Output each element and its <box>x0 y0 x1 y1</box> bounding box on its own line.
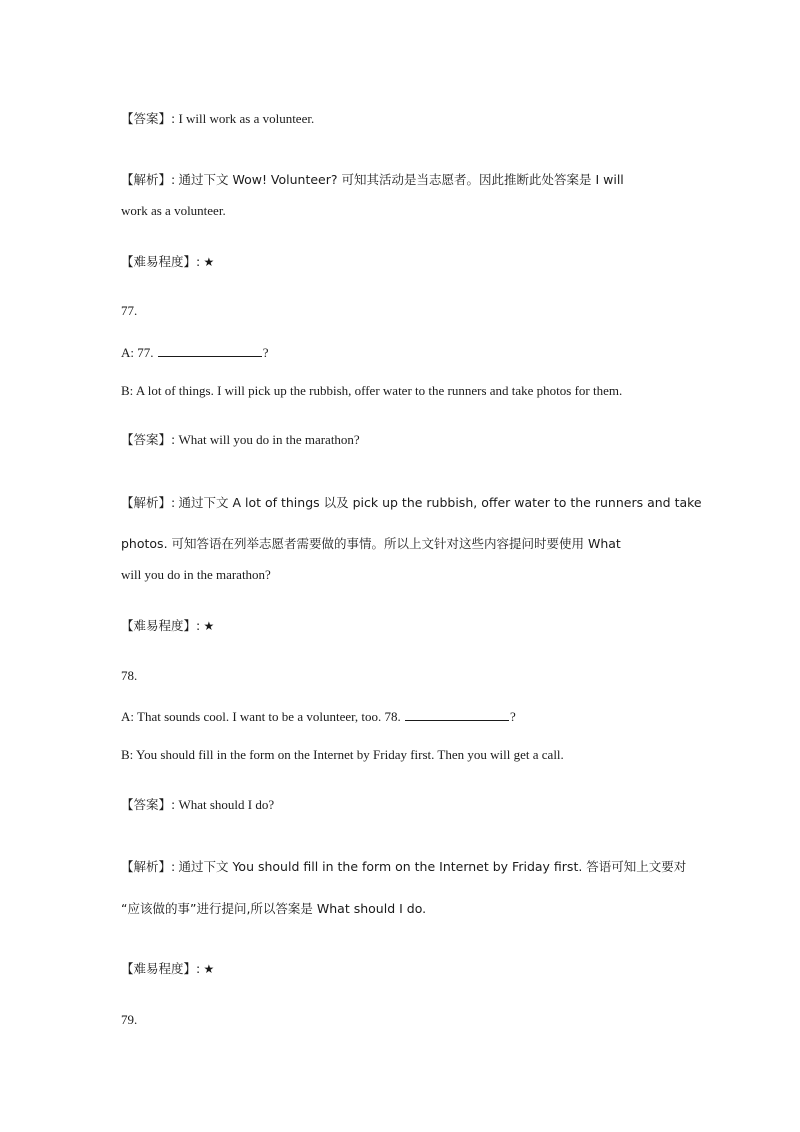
q78-analysis-text2: “应该做的事”进行提问,所以答案是 What should I do. <box>121 901 427 916</box>
q78-a-prefix: A: That sounds cool. I want to be a volunteer, too. 78. <box>121 709 401 724</box>
q76-analysis-text2: work as a volunteer. <box>121 203 226 218</box>
q78-answer-line <box>121 797 274 813</box>
star-icon: ★ <box>203 255 215 269</box>
analysis-label: 【解析】: <box>121 859 176 874</box>
difficulty-label: 【难易程度】: <box>121 618 201 633</box>
q76-difficulty-line <box>121 254 214 270</box>
star-icon: ★ <box>203 962 215 976</box>
q77-analysis-text1: 通过下文 A lot of things 以及 pick up the rubbish, offer water to the runners and take <box>178 495 702 510</box>
q76-analysis-text1: 通过下文 Wow! Volunteer? 可知其活动是当志愿者。因此推断此处答案是 I will <box>178 172 624 187</box>
q77-number: 77. <box>121 303 138 318</box>
q77-a-prefix: A: 77. <box>121 345 154 360</box>
q77-analysis-text2: photos. 可知答语在列举志愿者需要做的事情。所以上文针对这些内容提问时要使用 What <box>121 536 621 551</box>
q78-analysis-line2 <box>121 901 426 917</box>
q77-difficulty-line <box>121 618 214 634</box>
q77-answer-text: What will you do in the marathon? <box>178 432 360 447</box>
q78-answer-text: What should I do? <box>178 797 275 812</box>
q77-analysis-line2 <box>121 536 621 552</box>
q79-number: 79. <box>121 1012 138 1027</box>
q78-analysis-text1: 通过下文 You should fill in the form on the Internet by Friday first. 答语可知上文要对 <box>178 859 687 874</box>
q77-a-suffix: ? <box>262 345 269 360</box>
answer-label: 【答案】: <box>121 111 176 126</box>
analysis-label: 【解析】: <box>121 172 176 187</box>
q76-answer-line <box>121 111 314 127</box>
q78-difficulty-line <box>121 961 214 977</box>
q78-a-line <box>121 708 516 725</box>
q76-analysis-line1 <box>121 172 624 188</box>
answer-label: 【答案】: <box>121 797 176 812</box>
q76-analysis-line2 <box>121 203 226 219</box>
q77-b-line: B: A lot of things. I will pick up the rubbish, offer water to the runners and take photos for them. <box>121 383 623 398</box>
q77-analysis-line3 <box>121 567 271 583</box>
difficulty-label: 【难易程度】: <box>121 961 201 976</box>
q77-analysis-text3: will you do in the marathon? <box>121 567 271 582</box>
q77-a-line <box>121 344 269 361</box>
analysis-label: 【解析】: <box>121 495 176 510</box>
q78-number: 78. <box>121 668 138 683</box>
q76-answer-text: I will work as a volunteer. <box>178 111 315 126</box>
q77-answer-blank[interactable] <box>158 344 262 357</box>
q77-analysis-line1 <box>121 495 702 511</box>
q78-b-line: B: You should fill in the form on the Internet by Friday first. Then you will get a call. <box>121 747 564 762</box>
answer-label: 【答案】: <box>121 432 176 447</box>
q78-analysis-line1 <box>121 859 686 875</box>
star-icon: ★ <box>203 619 215 633</box>
q78-a-suffix: ? <box>510 709 516 724</box>
q78-answer-blank[interactable] <box>405 708 509 721</box>
q77-answer-line <box>121 432 360 448</box>
difficulty-label: 【难易程度】: <box>121 254 201 269</box>
